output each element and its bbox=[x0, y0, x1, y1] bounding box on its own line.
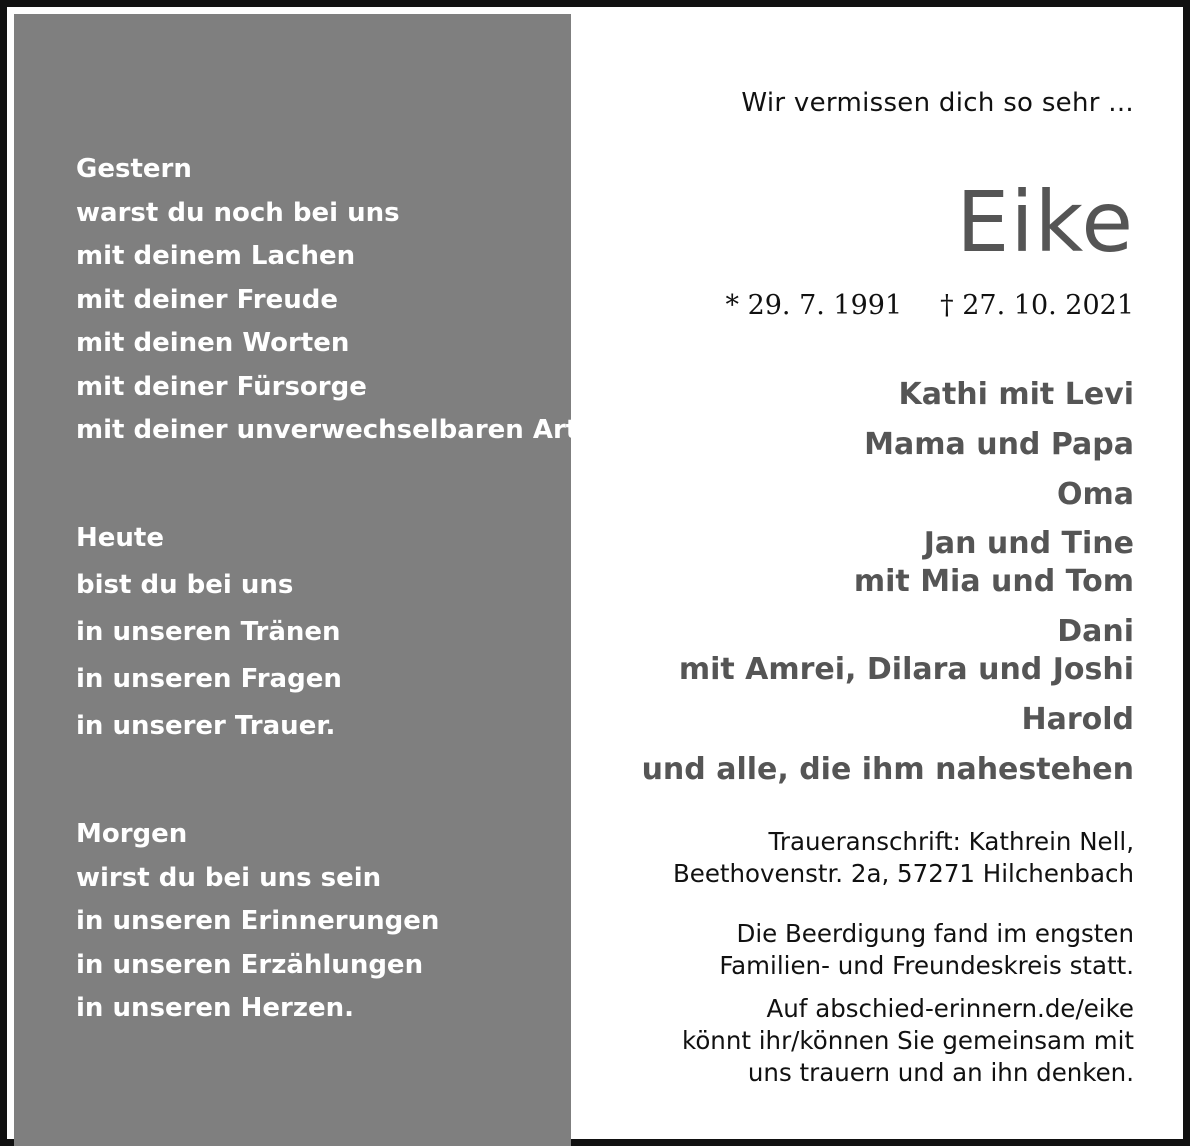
mourner-name: und alle, die ihm nahestehen bbox=[641, 752, 1134, 787]
address-line: Traueranschrift: Kathrein Nell, bbox=[768, 827, 1134, 856]
poem-stanza-today bbox=[76, 520, 342, 755]
funeral-note bbox=[719, 918, 1134, 982]
mourner-name: Harold bbox=[1021, 702, 1134, 737]
mourner-entry bbox=[864, 426, 1134, 464]
poem-line: mit deiner Freude bbox=[76, 284, 338, 315]
mourner-name: Oma bbox=[1056, 477, 1134, 512]
mourner-name: mit Amrei, Dilara und Joshi bbox=[678, 652, 1134, 687]
mourner-entry bbox=[1057, 476, 1134, 514]
poem-line: bist du bei uns bbox=[76, 570, 294, 600]
poem-panel bbox=[14, 14, 589, 1146]
poem-stanza-yesterday bbox=[76, 151, 588, 456]
mourner-name: Jan und Tine bbox=[923, 526, 1134, 561]
poem-line: mit deinen Worten bbox=[76, 328, 350, 358]
poem-line: Gestern bbox=[76, 154, 192, 184]
poem-line: in unseren Tränen bbox=[76, 617, 341, 647]
mourner-entry bbox=[854, 525, 1134, 601]
address-line: Beethovenstr. 2a, 57271 Hilchenbach bbox=[672, 859, 1134, 888]
mourner-entry bbox=[898, 376, 1134, 414]
note-line: Familien- und Freundeskreis statt. bbox=[719, 951, 1134, 980]
poem-line: in unserer Trauer. bbox=[76, 711, 336, 741]
note-line: könnt ihr/können Sie gemeinsam mit bbox=[682, 1026, 1134, 1055]
mourning-address bbox=[673, 826, 1134, 890]
birth-date: * 29. 7. 1991 bbox=[725, 290, 903, 321]
poem-line: Heute bbox=[76, 523, 164, 553]
poem-line: wirst du bei uns sein bbox=[76, 862, 382, 893]
poem-line: in unseren Erzählungen bbox=[76, 949, 424, 980]
mourner-entry bbox=[642, 751, 1134, 789]
note-line: Die Beerdigung fand im engsten bbox=[736, 919, 1134, 948]
mourner-entry bbox=[679, 613, 1134, 689]
tagline: Wir vermissen dich so sehr ... bbox=[741, 88, 1134, 118]
poem-line: mit deinem Lachen bbox=[76, 241, 356, 271]
poem-line: Morgen bbox=[76, 819, 188, 849]
poem-stanza-tomorrow bbox=[76, 816, 439, 1034]
poem-line: mit deiner unverwechselbaren Art. bbox=[76, 415, 589, 445]
note-line: Auf abschied-erinnern.de/eike bbox=[766, 994, 1134, 1023]
deceased-name: Eike bbox=[956, 173, 1134, 271]
life-dates bbox=[725, 290, 1134, 321]
note-line: uns trauern und an ihn denken. bbox=[747, 1058, 1134, 1087]
poem-line: in unseren Fragen bbox=[76, 664, 342, 694]
death-date: † 27. 10. 2021 bbox=[940, 290, 1134, 321]
mourner-entry bbox=[1021, 701, 1134, 739]
mourner-name: Dani bbox=[1057, 614, 1134, 649]
mourner-name: Kathi mit Levi bbox=[898, 377, 1134, 412]
poem-line: in unseren Erinnerungen bbox=[76, 906, 440, 936]
poem-line: warst du noch bei uns bbox=[76, 197, 400, 228]
mourner-name: mit Mia und Tom bbox=[853, 564, 1134, 599]
online-memorial-note bbox=[682, 993, 1134, 1089]
mourner-name: Mama und Papa bbox=[864, 427, 1134, 462]
notice-panel bbox=[571, 14, 1190, 1146]
poem-line: in unseren Herzen. bbox=[76, 993, 354, 1023]
poem-line: mit deiner Fürsorge bbox=[76, 371, 367, 402]
